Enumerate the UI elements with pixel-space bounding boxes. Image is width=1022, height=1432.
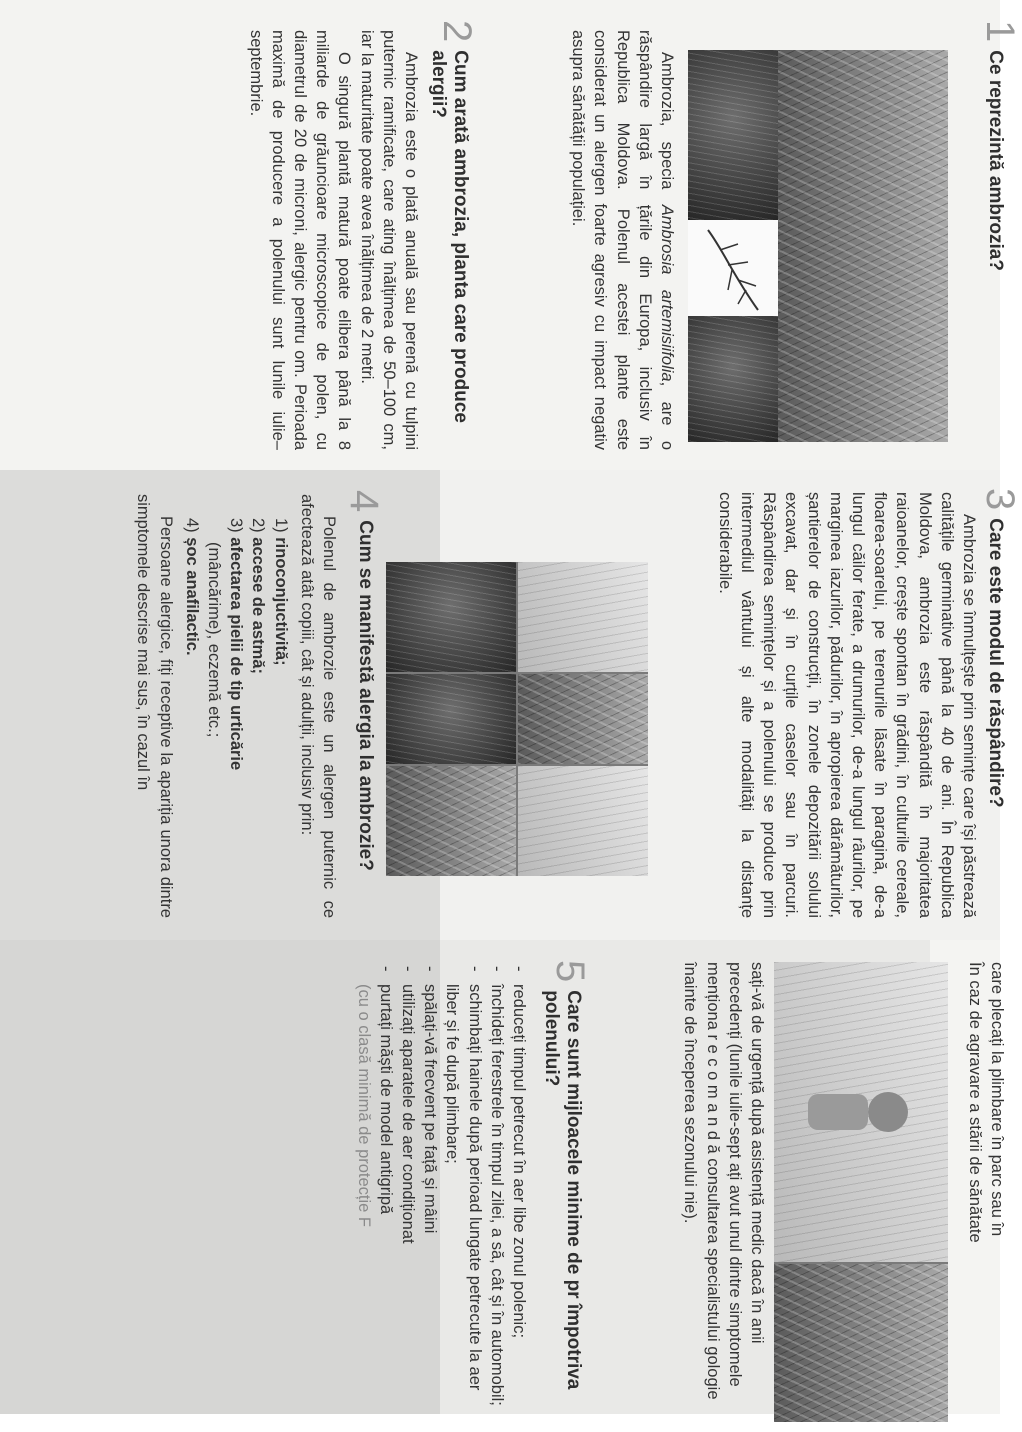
section-4-number: 4 [342,490,386,513]
protection-class-note: (cu o clasă minimă de protecție F [354,984,373,1228]
section-2-number: 2 [435,20,479,43]
ambrosia-field-photo [778,50,948,442]
protection-item: - purtați măști de model antigripă [375,962,397,1422]
cont-middle-paragraph: sați-vă de urgență după asistență medic dacă în anii precedenți (lunile iulie-sept ați avut unul dintre simptomele menționa r e c o m a n d ă consultarea specialistului gologie înainte de începerea sezonului nie). [681,962,766,1400]
roadside-photo [386,562,516,672]
section-2-text [244,30,422,450]
grass-photo-2 [518,674,648,764]
section-1-text [567,30,678,450]
section-5-heading [540,960,592,1420]
ruins-photo [386,766,516,876]
protection-item: - schimbați hainele după perioad lungate petrecute la aer liber și fe după plimbare; [441,962,485,1422]
symptoms-list [181,494,292,918]
child-photo [774,962,948,1262]
symptom-number: 4) [182,518,201,533]
s1-text-part-a: Ambrozia, specia [658,52,676,205]
symptom-text: șoc anafilactic. [182,537,201,656]
section-3-heading [978,488,1022,808]
continued-text-top [964,962,1008,1432]
symptom-text: rinoconjuctivită; [271,537,290,666]
section-5-text [352,962,530,1422]
ambrosia-specimen-photo [688,220,778,316]
child-in-grass-photo [774,962,948,1422]
section-4-heading [342,490,386,871]
tall-grass-photo [774,1264,948,1422]
symptom-number: 1) [271,518,290,533]
field-photo [386,674,516,764]
s3-paragraph-1: Ambrozia se înmulțește prin semințe care își păstrează calitățile germinative până la 40 de ani. În Republica Moldova, ambrozia este răspândită în majoritatea raioanelor, crește spontan în grădini, în culturile cereale, floarea-soarelui, pe terenurile lăsate în paragină, de-a lungul căilor ferate, a drumurilor, de-a lungul râurilor, pe marginea iazurilor, pădurilor, în apropierea dărâmăturilor, șantierelor de construcții, în zonele depozitării solului excavat, dar și în curțile caselor sau în parcuri. Răspândirea semințelor și a polenului se produce prin intermediul vântului și alte modalități la distanțe considerabile. [715,492,978,918]
panel-2 [0,470,1022,940]
symptom-number: 2) [249,518,268,533]
ambrosia-photo-collage-2 [386,562,648,876]
section-3-number: 3 [978,488,1022,511]
panel-3 [0,940,1006,1414]
s1-text-part-b: , are o răspândire largă în țările din Europa, inclusiv în Republica Moldova. Polenul acestei plante este considerat un alergen foarte agresiv cu impact negativ asupra sănătății populației. [569,30,676,451]
section-5-number: 5 [548,960,592,983]
grass-photo-1 [518,562,648,672]
section-1-title: Ce reprezintă ambrozia? [985,50,1006,271]
ambrosia-photo-collage-1 [688,50,948,442]
symptom-number: 3) [227,518,246,533]
species-name: Ambrosia artemisiifolia [658,204,676,382]
grass-photo-3 [518,766,648,876]
symptom-item [181,518,203,918]
symptom-item [203,542,225,918]
cont-line-1: care plecați la plimbare în parc sau în [988,962,1006,1237]
symptom-item [225,518,247,918]
section-3-text [714,492,980,918]
section-5-title: Care sunt mijloacele minime de pr împotriva polenului? [541,990,584,1390]
section-1-heading [978,20,1022,271]
s4-intro: Polenul de ambrozie este un alergen puternic ce afectează atât copiii, cât și adulții, inclusiv prin: [297,494,338,918]
protection-item: - utilizați aparatele de aer condiționat [397,962,419,1422]
section-3-title: Care este modul de răspândire? [985,518,1006,808]
s2-paragraph-1: Ambrozia este o plată anuală sau perenă cu tulpini puternic ramificate, care ating înălțimea de 50–100 cm, iar la maturitate poate avea înălțimea de 2 metri. [357,30,420,450]
child-silhouette [774,962,948,1262]
protection-list [375,962,530,1422]
s4-outro: Persoane alergice, fiți receptive la apariția unora dintre simptomele descrise mai sus, în cazul în [134,494,175,918]
section-2-heading [427,20,479,450]
symptom-item [247,518,269,918]
s2-paragraph-2: O singură plantă matură poate elibera până la 8 miliarde de grăuncioare microscopice de polen, cu diametrul de 20 de microni, alergic pentru om. Perioada maximă de producere a polenului sunt lunile iulie–septembrie. [246,30,354,450]
symptom-text: (mâncărime), eczemă etc.; [204,542,223,738]
symptom-text: afectarea pielii de tip urticărie [227,537,246,771]
section-4-text [132,494,340,918]
ambrosia-closeup-photo [688,50,778,220]
symptom-item [269,518,291,918]
cont-line-2: În caz de agravare a stării de sănătate [965,962,984,1243]
section-1-number: 1 [978,20,1022,43]
panel-1 [0,0,1022,470]
protection-item: - spălați-vă frecvent pe față și mâini [419,962,441,1422]
section-4-title: Cum se manifestă alergia la ambrozie? [355,520,376,871]
ambrosia-sprig-drawing [688,220,778,316]
section-2-title: Cum arată ambrozia, planta care produce alergii? [428,50,471,423]
ambrosia-leaves-photo [688,316,778,442]
protection-item: - închideți ferestrele în timpul zilei, a să, cât și în automobil; [486,962,508,1422]
protection-item: - reduceți timpul petrecut în aer libe zonul polenic; [508,962,530,1422]
symptom-text: accese de astmă; [249,537,268,674]
continued-text-middle [679,962,768,1402]
